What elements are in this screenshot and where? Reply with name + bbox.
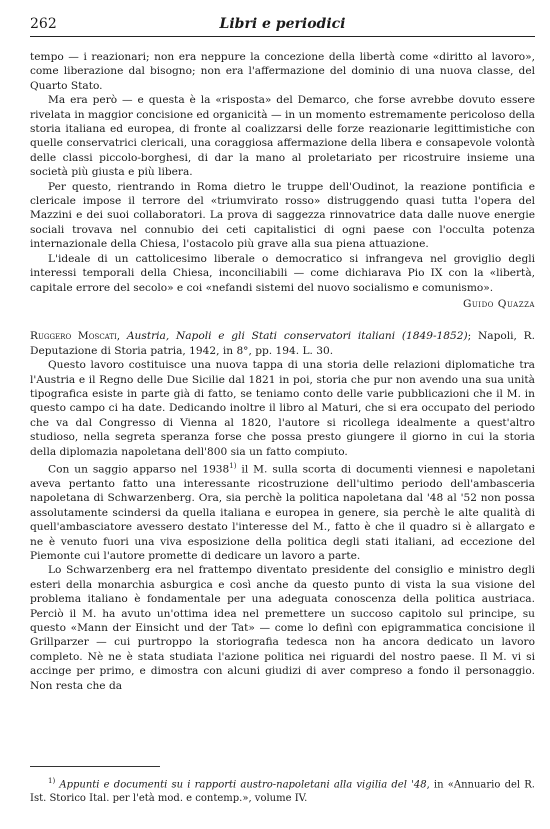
footnote-marker: 1)	[48, 777, 56, 785]
running-title: Libri e periodici	[219, 16, 346, 32]
footnote-rule	[30, 766, 160, 767]
footnote	[30, 774, 535, 806]
paragraph	[30, 459, 535, 563]
paragraph: Questo lavoro costituisce una nuova tappa di una storia delle relazioni diplomatiche tra l'Austria e il Regno delle Due Sicilie dal 1821 in poi, storia che pur non avendo una sua unità tipografica esiste in parte già di fatto, se teniamo conto delle varie pubblicazioni che il M. in questo campo ci ha date. Dedicando inoltre il libro al Maturi, che si era occupato del periodo che va dal Congresso di Vienna al 1820, l'autore si ricollega idealmente a quest'altro studioso, nella segreta speranza forse che possa presto giungere il giorno in cui la storia della diplomazia napoletana dell'800 sia un fatto compiuto.	[30, 359, 535, 458]
paragraph: Ma era però — e questa è la «risposta» del Demarco, che forse avrebbe dovuto essere rivelata in maggior concisione ed organicità — in un momento estremamente pericoloso della storia italiana ed europea, di fronte al coalizzarsi delle forze reazionarie legittimistiche con quelle conservatrici clericali, una coraggiosa affermazione della libera e consapevole volontà delle classi piccolo-borghesi, di dar la mano al proletariato per ricostruire insieme una società più giusta e più libera.	[30, 94, 535, 179]
paragraph: Per questo, rientrando in Roma dietro le truppe dell'Oudinot, la reazione pontificia e clericale impose il terrore del «triumvirato rosso» distruggendo quasi tutta l'opera del Mazzini e dei suoi collaboratori. La prova di saggezza rinnovatrice data dalle nuove energie sociali trovava nel connubio dei ceti capitalistici di ogni paese con l'occulta potenza internazionale della Chiesa, l'ostacolo più grave alla sua piena attuazione.	[30, 180, 535, 251]
review-pubinfo: ; Napoli, R. Deputazione di Storia patria, 1942, in 8°, pp. 194. L. 30.	[30, 330, 535, 357]
paragraph-continuation: tempo — i reazionari; non era neppure la concezione della libertà come «diritto al lavoro», come liberazione dal bisogno; non era l'affermazione del dominio di una nuova classe, del Quarto Stato.	[30, 51, 535, 92]
review-citation: Ruggero Moscati, Austria, Napoli e gli Stati conservatori italiani (1849-1852); Napoli, R. Deputazione di Storia patria, 1942, in 8°, pp. 194. L. 30.	[30, 330, 535, 357]
footnote-title: Appunti e documenti su i rapporti austro-napoletani alla vigilia del '48	[55, 779, 427, 791]
footnote-ref[interactable]: 1)	[229, 461, 237, 470]
paragraph-text: il M. sulla scorta di documenti viennesi e napoletani aveva pertanto fatto una interessante ricostruzione dell'ultimo periodo dell'ambasceria napoletana di Schwarzenberg. Ora, sia perchè la politica napoletana dal '48 al '52 non possa assolutamente scindersi da quella italiana e europea in genere, sia perchè le alte qualità di quell'ambasciatore avessero destato l'interesse del M., fatto è che il quadro si è allargato e ne è venuto fuori una viva esposizione della politica degli stati italiani, ad eccezione del Piemonte cui l'autore promette di dedicare un lavoro a parte.	[30, 463, 536, 562]
page	[30, 14, 536, 805]
page-number: 262	[30, 16, 57, 32]
paragraph-text: Con un saggio apparso nel 1938	[48, 463, 230, 476]
review-author: Ruggero Moscati	[30, 330, 117, 343]
review-book-title: Austria, Napoli e gli Stati conservatori italiani (1849-1852)	[126, 330, 468, 343]
page-body	[30, 50, 535, 693]
review-signature: Guido Quazza	[462, 297, 535, 310]
footnote-source: , in «Annuario del R. Ist. Storico Ital. per l'età mod. e contemp.», volume IV.	[30, 779, 535, 805]
page-header	[30, 14, 535, 37]
paragraph: L'ideale di un cattolicesimo liberale o democratico si infrangeva nel groviglio degli interessi temporali della Chiesa, inconciliabili — come dichiarava Pio IX con la «libertà, capitale errore del secolo» e coi «nefandi sistemi del nuovo socialismo e comunismo».	[30, 252, 535, 294]
paragraph: Lo Schwarzenberg era nel frattempo diventato presidente del consiglio e ministro degli esteri della monarchia asburgica e così anche da questo punto di vista la sua visione del problema italiano è fondamentale per una adeguata conoscenza della politica austriaca. Perciò il M. ha avuto un'ottima idea nel premettere un succoso capitolo sul principe, su questo «Mann der Einsicht und der Tat» — come lo definì con epigrammatica concisione il Grillparzer — cui purtroppo la storiografia tedesca non ha ancora dedicato un lavoro completo. Nè ne è stata studiata l'azione politica nei riguardi del nostro paese. Il M. vi si accinge per primo, e dimostra con alcuni giudizi di aver compreso a fondo il personaggio. Non resta che da	[30, 564, 535, 692]
